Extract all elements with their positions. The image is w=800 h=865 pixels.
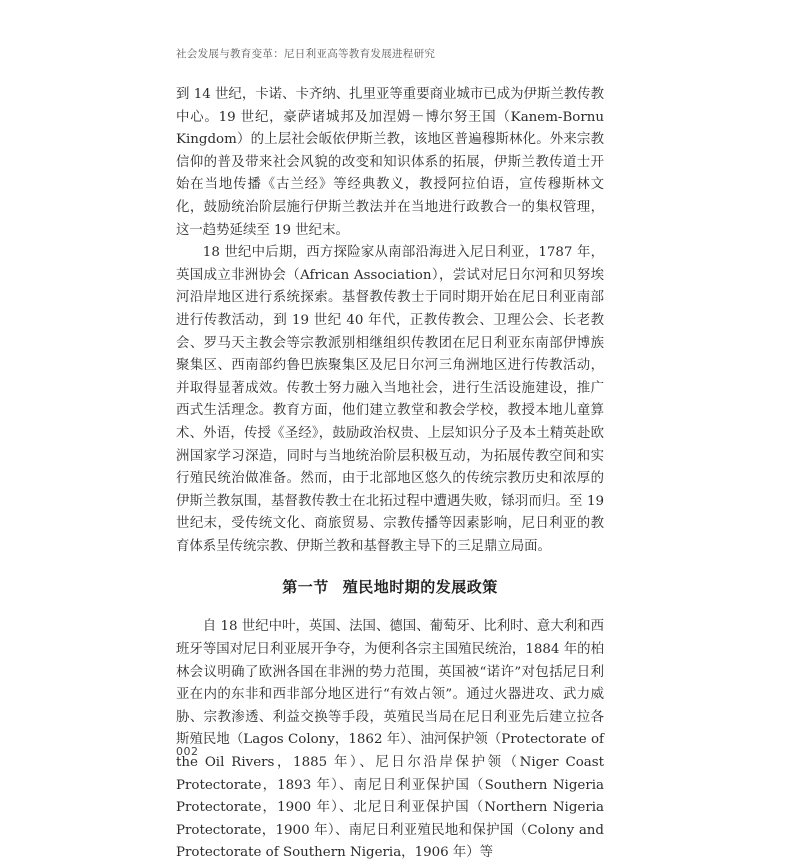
section-title: 殖民地时期的发展政策 <box>342 578 498 597</box>
page-number: 002 <box>176 745 199 758</box>
paragraph-continued: 到 14 世纪，卡诺、卡齐纳、扎里亚等重要商业城市已成为伊斯兰教传教中心。19 世纪，豪萨诸城邦及加涅姆－博尔努王国（Kanem-Bornu Kingdom）的上层社会皈依伊斯兰教，该地区普遍穆斯林化。外来宗教信仰的普及带来社会风貌的改变和知识体系的拓展，伊斯兰教传道士开始在当地传播《古兰经》等经典教义，教授阿拉伯语，宣传穆斯林文化，鼓励统治阶层施行伊斯兰教法并在当地进行政教合一的集权管理，这一趋势延续至 19 世纪末。 <box>176 87 604 238</box>
paragraph: 18 世纪中后期，西方探险家从南部沿海进入尼日利亚，1787 年，英国成立非洲协会（African Association），尝试对尼日尔河和贝努埃河沿岸地区进行系统探索。基督教传教士于同时期开始在尼日利亚南部进行传教活动，到 19 世纪 40 年代，正教传教会、卫理公会、长老教会、罗马天主教会等宗教派别相继组织传教团在尼日利亚东南部伊博族聚集区、西南部约鲁巴族聚集区及尼日尔河三角洲地区进行传教活动，并取得显著成效。传教士努力融入当地社会，进行生活设施建设，推广西式生活理念。教育方面，他们建立教堂和教会学校，教授本地儿童算术、外语，传授《圣经》，鼓励政治权贵、上层知识分子及本土精英赴欧洲国家学习深造，同时与当地统治阶层积极互动，为拓展传教空间和实行殖民统治做准备。然而，由于北部地区悠久的传统宗教历史和浓厚的伊斯兰教氛围，基督教传教士在北拓过程中遭遇失败，铩羽而归。至 19 世纪末，受传统文化、商旅贸易、宗教传播等因素影响，尼日利亚的教育体系呈传统宗教、伊斯兰教和基督教主导下的三足鼎立局面。 <box>176 245 604 554</box>
running-header: 社会发展与教育变革：尼日利亚高等教育发展进程研究 <box>176 48 436 60</box>
body-text <box>176 84 604 865</box>
section-paragraph: 自 18 世纪中叶，英国、法国、德国、葡萄牙、比利时、意大利和西班牙等国对尼日利亚展开争夺，为便利各宗主国殖民统治，1884 年的柏林会议明确了欧洲各国在非洲的势力范围，英国被“诺许”对包括尼日利亚在内的东非和西非部分地区进行“有效占领”。通过火器进攻、武力威胁、宗教渗透、利益交换等手段，英殖民当局在尼日利亚先后建立拉各斯殖民地（Lagos Colony，1862 年）、油河保护领（Protectorate of the Oil Rivers，1885 年）、尼日尔沿岸保护领（Niger Coast Protectorate，1893 年）、南尼日利亚保护国（Southern Nigeria Protectorate，1900 年）、北尼日利亚保护国（Northern Nigeria Protectorate，1900 年）、南尼日利亚殖民地和保护国（Colony and Protectorate of Southern Nigeria，1906 年）等 <box>176 619 604 861</box>
section-heading <box>176 576 604 598</box>
section-number: 第一节 <box>282 578 329 597</box>
